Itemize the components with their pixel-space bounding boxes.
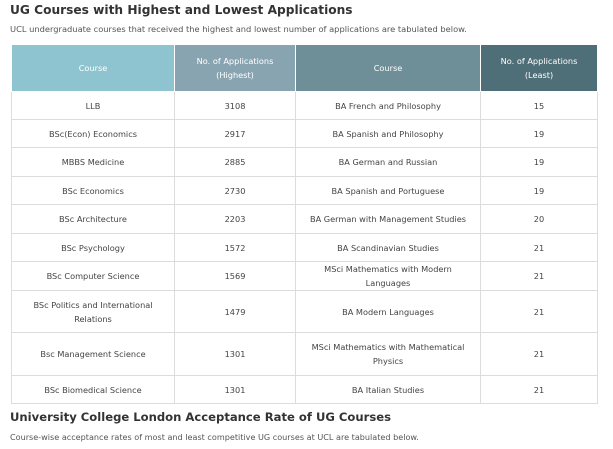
applications-table [11,44,598,404]
header-course-least [296,45,481,92]
table-row [12,262,598,291]
header-sublabel: (Least) [524,70,554,80]
cell-course-highest: BSc Computer Science [12,262,175,291]
table-row [12,120,598,148]
cell-course-highest: BSc Economics [12,177,175,205]
header-label: No. of Applications [196,56,274,66]
section-description-acceptance-rate: Course-wise acceptance rates of most and least competitive UG courses at UCL are tabulated below. [10,432,419,442]
cell-course-least: BA German with Management Studies [296,205,481,234]
cell-course-least: BA Scandinavian Studies [296,234,481,262]
cell-course-least: BA Modern Languages [296,291,481,333]
cell-course-least: MSci Mathematics with Mathematical Physics [296,333,481,376]
table-row [12,205,598,234]
cell-course-least: MSci Mathematics with Modern Languages [296,262,481,291]
cell-applications-highest: 1479 [175,291,296,333]
cell-course-least: BA Italian Studies [296,376,481,404]
table-row [12,376,598,404]
header-applications-highest [175,45,296,92]
cell-applications-highest: 2730 [175,177,296,205]
table-header-row [12,45,598,92]
cell-course-highest: BSc(Econ) Economics [12,120,175,148]
cell-course-highest: BSc Biomedical Science [12,376,175,404]
cell-applications-highest: 3108 [175,92,296,120]
cell-applications-least: 19 [481,148,598,177]
cell-course-highest: Bsc Management Science [12,333,175,376]
cell-applications-least: 19 [481,120,598,148]
table-row [12,333,598,376]
header-sublabel: (Highest) [216,70,254,80]
cell-applications-least: 21 [481,376,598,404]
cell-course-least: BA Spanish and Philosophy [296,120,481,148]
cell-course-highest: BSc Architecture [12,205,175,234]
cell-applications-highest: 1572 [175,234,296,262]
cell-course-least: BA German and Russian [296,148,481,177]
cell-applications-least: 21 [481,262,598,291]
section-title-acceptance-rate: University College London Acceptance Rate of UG Courses [10,410,392,424]
cell-course-least: BA Spanish and Portuguese [296,177,481,205]
cell-applications-highest: 1301 [175,333,296,376]
header-label: Course [78,63,108,73]
cell-applications-least: 19 [481,177,598,205]
cell-course-highest: BSc Politics and International Relations [12,291,175,333]
cell-applications-highest: 2885 [175,148,296,177]
cell-course-least: BA French and Philosophy [296,92,481,120]
header-applications-least [481,45,598,92]
cell-applications-highest: 2203 [175,205,296,234]
section-title-applications: UG Courses with Highest and Lowest Applications [10,3,353,17]
header-label: Course [373,63,403,73]
table-row [12,148,598,177]
cell-applications-least: 20 [481,205,598,234]
cell-applications-least: 21 [481,234,598,262]
cell-course-highest: BSc Psychology [12,234,175,262]
cell-applications-highest: 1301 [175,376,296,404]
cell-course-highest: LLB [12,92,175,120]
section-description-applications: UCL undergraduate courses that received the highest and lowest number of applications are tabulated below. [10,24,467,34]
cell-applications-least: 15 [481,92,598,120]
header-label: No. of Applications [500,56,578,66]
cell-applications-least: 21 [481,333,598,376]
cell-course-highest: MBBS Medicine [12,148,175,177]
cell-applications-least: 21 [481,291,598,333]
table-row [12,291,598,333]
cell-applications-highest: 2917 [175,120,296,148]
table-row [12,92,598,120]
table-row [12,177,598,205]
cell-applications-highest: 1569 [175,262,296,291]
header-course-highest [12,45,175,92]
table-row [12,234,598,262]
